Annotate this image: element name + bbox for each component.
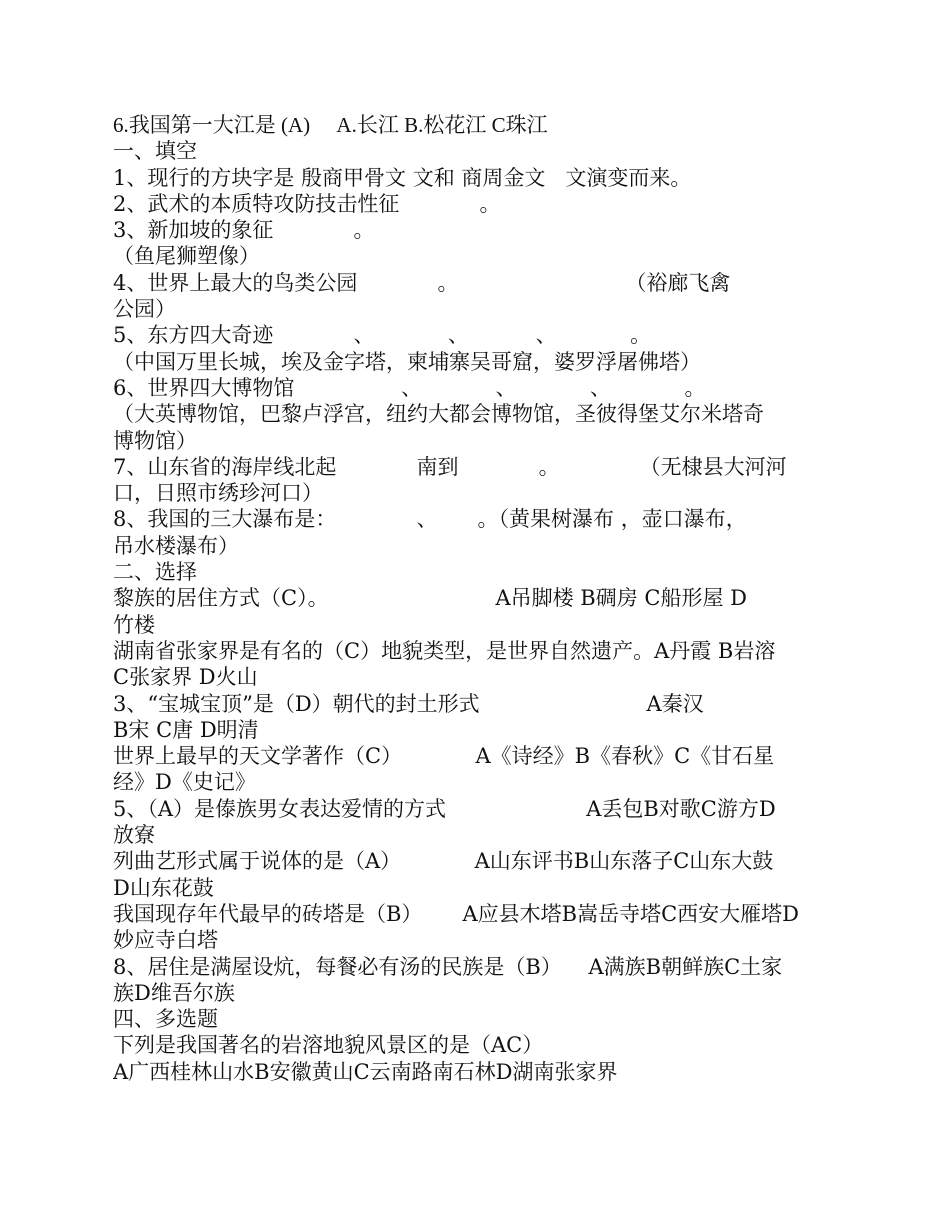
question-line: 2、武术的本质特攻防技击性征 。 bbox=[113, 191, 501, 216]
answer-line: （大英博物馆，巴黎卢浮宫，纽约大都会博物馆，圣彼得堡艾尔米塔奇 bbox=[113, 402, 764, 427]
question-line: 4、世界上最大的鸟类公园 。 （裕廊飞禽 bbox=[113, 270, 731, 295]
question-line: 经》D《史记》 bbox=[113, 770, 256, 795]
question-line: 黎族的居住方式（C）。 A吊脚楼 B碉房 C船形屋 D bbox=[113, 586, 747, 611]
answer-line: （鱼尾狮塑像） bbox=[113, 244, 260, 269]
answer-line: 吊水楼瀑布） bbox=[113, 533, 239, 558]
question-line: 8、居住是满屋设炕，每餐必有汤的民族是（B） A满族B朝鲜族C土家 bbox=[113, 954, 783, 979]
section-heading: 一、填空 bbox=[113, 139, 197, 164]
question-line: 6.我国第一大江是 (A) A.长江 B.松花江 C珠江 bbox=[113, 113, 548, 137]
question-line: 8、我国的三大瀑布是： 、 。（黄果树瀑布 ，壶口瀑布， bbox=[113, 507, 747, 532]
question-line: 世界上最早的天文学著作（C） A《诗经》B《春秋》C《甘石星 bbox=[113, 744, 775, 769]
question-line: 5、东方四大奇迹 、 、 、 。 bbox=[113, 323, 652, 348]
answer-line: 公园） bbox=[113, 297, 176, 322]
question-line: 我国现存年代最早的砖塔是（B） A应县木塔B嵩岳寺塔C西安大雁塔D bbox=[113, 901, 799, 926]
question-line: D山东花鼓 bbox=[113, 875, 214, 900]
document-page bbox=[113, 112, 835, 1085]
question-line: 族D维吾尔族 bbox=[113, 980, 235, 1005]
question-line: A广西桂林山水B安徽黄山C云南路南石林D湖南张家界 bbox=[113, 1059, 618, 1084]
question-line: C张家界 D火山 bbox=[113, 665, 258, 690]
question-line: B宋 C唐 D明清 bbox=[113, 717, 259, 742]
question-line: 3、新加坡的象征 。 bbox=[113, 218, 375, 243]
section-heading: 二、选择 bbox=[113, 560, 197, 585]
question-line: 湖南省张家界是有名的（C）地貌类型，是世界自然遗产。A丹霞 B岩溶 bbox=[113, 638, 776, 663]
question-line: 竹楼 bbox=[113, 612, 155, 637]
question-line: 5、（A）是傣族男女表达爱情的方式 A丢包B对歌C游方D bbox=[113, 796, 776, 821]
answer-line: 博物馆） bbox=[113, 428, 197, 453]
question-line: 6、世界四大博物馆 、 、 、 。 bbox=[113, 375, 706, 400]
question-line: 1、现行的方块字是 殷商甲骨文 文和 商周金文 文演变而来。 bbox=[113, 165, 692, 190]
question-line: 下列是我国著名的岩溶地貌风景区的是（AC） bbox=[113, 1033, 544, 1058]
question-line: 放寮 bbox=[113, 823, 155, 848]
question-line: 列曲艺形式属于说体的是（A） A山东评书B山东落子C山东大鼓 bbox=[113, 849, 774, 874]
question-line: 3、“宝城宝顶”是（D）朝代的封土形式 A秦汉 bbox=[113, 691, 704, 716]
question-line: 妙应寺白塔 bbox=[113, 928, 218, 953]
answer-line: 口，日照市绣珍河口） bbox=[113, 481, 323, 506]
answer-line: （中国万里长城，埃及金字塔，柬埔寨吴哥窟，婆罗浮屠佛塔） bbox=[113, 349, 701, 374]
section-heading: 四、多选题 bbox=[113, 1007, 218, 1032]
question-line: 7、山东省的海岸线北起 南到 。 （无棣县大河河 bbox=[113, 454, 787, 479]
